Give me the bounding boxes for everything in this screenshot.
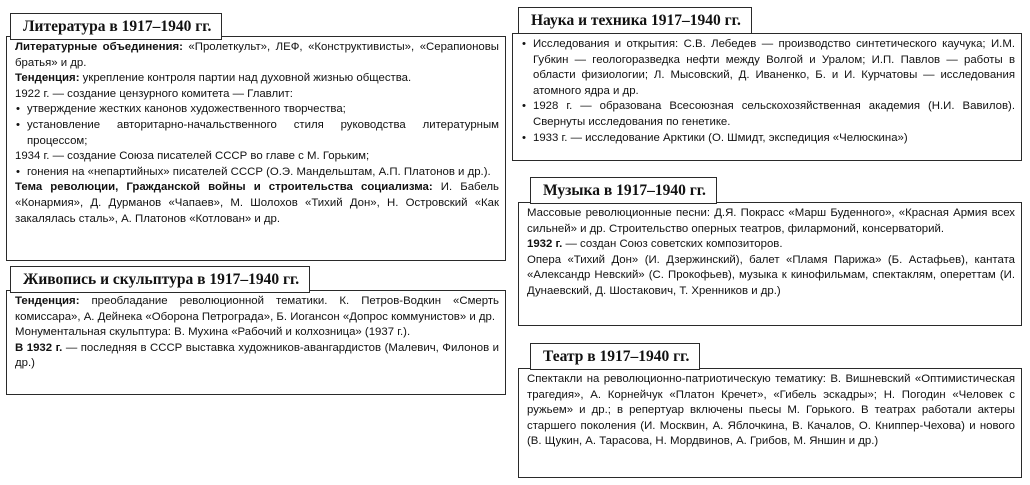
- music-songs: Массовые революционные песни: Д.Я. Покрасс «Марш Буденного», «Красная Армия всех сильней» и др. Строительство оперных театров, филармоний, консерваторий.: [527, 207, 1015, 235]
- theater-title: Театр в 1917–1940 гг.: [530, 343, 700, 370]
- music-content: [519, 203, 1021, 302]
- literature-1922: 1922 г. — создание цензурного комитета — Главлит:: [15, 87, 293, 100]
- list-item: • установление авторитарно-начальственного стиля руководства литературным процессом;: [15, 118, 499, 149]
- science-content: [513, 34, 1021, 148]
- literature-theme: Тема революции, Гражданской войны и строительства социализма: И. Бабель «Конармия», Д. Дурманов «Чапаев», М. Шолохов «Тихий Дон», Н. Островский «Как закалялась сталь», А. Платонов «Котлован» и др.: [15, 181, 499, 225]
- list-item: • 1933 г. — исследование Арктики (О. Шмидт, экспедиция «Челюскина»): [521, 131, 1015, 147]
- literature-trend: Тенденция: укрепление контроля партии над духовной жизнью общества.: [15, 72, 412, 85]
- painting-1932: В 1932 г. — последняя в СССР выставка художников-авангардистов (Малевич, Филонов и др.): [15, 341, 499, 370]
- literature-1934: 1934 г. — создание Союза писателей СССР во главе с М. Горьким;: [15, 150, 370, 163]
- literature-title: Литература в 1917–1940 гг.: [10, 13, 222, 40]
- painting-content: [7, 291, 505, 374]
- list-item: • Исследования и открытия: С.В. Лебедев — производство синтетического каучука; И.М. Губкин — геологоразведка нефти между Волгой и Уралом; И.П. Павлов — работы в области физиологии; Л. Мысовский, Д. Иваненко, Б. и И. Курчатовы — исследования атомного ядра и др.: [521, 37, 1015, 99]
- literature-associations: Литературные объединения: «Пролеткульт», ЛЕФ, «Конструктивисты», «Серапионовы братья» и др.: [15, 41, 499, 69]
- literature-content: [7, 37, 505, 229]
- literature-1922-list: [15, 102, 499, 149]
- music-box: [518, 202, 1022, 326]
- list-item: • гонения на «непартийных» писателей СССР (О.Э. Мандельштам, А.П. Платонов и др.).: [15, 165, 499, 181]
- music-1932: 1932 г. — создан Союз советских композиторов.: [527, 238, 783, 251]
- painting-trend: Тенденция: преобладание революционной тематики. К. Петров-Водкин «Смерть комиссара», А. Дейнека «Оборона Петрограда», Б. Иогансон «Допрос коммунистов» и др.: [15, 295, 499, 323]
- literature-1934-list: [15, 165, 499, 181]
- theater-text: Спектакли на революционно-патриотическую тематику: В. Вишневский «Оптимистическая трагедия», А. Корнейчук «Платон Кречет», «Гибель эскадры»; Н. Погодин «Человек с ружьем» и др.; в репертуар включены пьесы М. Горького. В театрах работали актеры старшего поколения (И. Москвин, А. Яблочкина, В. Качалов, О. Книппер-Чехова) и нового (В. Щукин, А. Тарасова, Н. Мордвинов, А. Грибов, М. Яншин и др.): [527, 373, 1015, 448]
- painting-monument: Монументальная скульптура: В. Мухина «Рабочий и колхозница» (1937 г.).: [15, 326, 411, 339]
- literature-box: [6, 36, 506, 261]
- music-works: Опера «Тихий Дон» (И. Дзержинский), балет «Пламя Парижа» (Б. Астафьев), кантата «Александр Невский» (С. Прокофьев), музыка к кинофильмам, спектаклям, опереттам (И. Дунаевский, Д. Шостакович, Т. Хренников и др.): [527, 253, 1015, 297]
- painting-box: [6, 290, 506, 395]
- music-title: Музыка в 1917–1940 гг.: [530, 177, 717, 204]
- list-item: • 1928 г. — образована Всесоюзная сельскохозяйственная академия (Н.И. Вавилов). Свернуты исследования по генетике.: [521, 99, 1015, 130]
- science-box: [512, 33, 1022, 161]
- science-title: Наука и техника 1917–1940 гг.: [518, 7, 752, 34]
- science-list: [521, 37, 1015, 146]
- list-item: • утверждение жестких канонов художественного творчества;: [15, 102, 499, 118]
- theater-content: [519, 369, 1021, 452]
- painting-title: Живопись и скульптура в 1917–1940 гг.: [10, 266, 310, 293]
- theater-box: [518, 368, 1022, 478]
